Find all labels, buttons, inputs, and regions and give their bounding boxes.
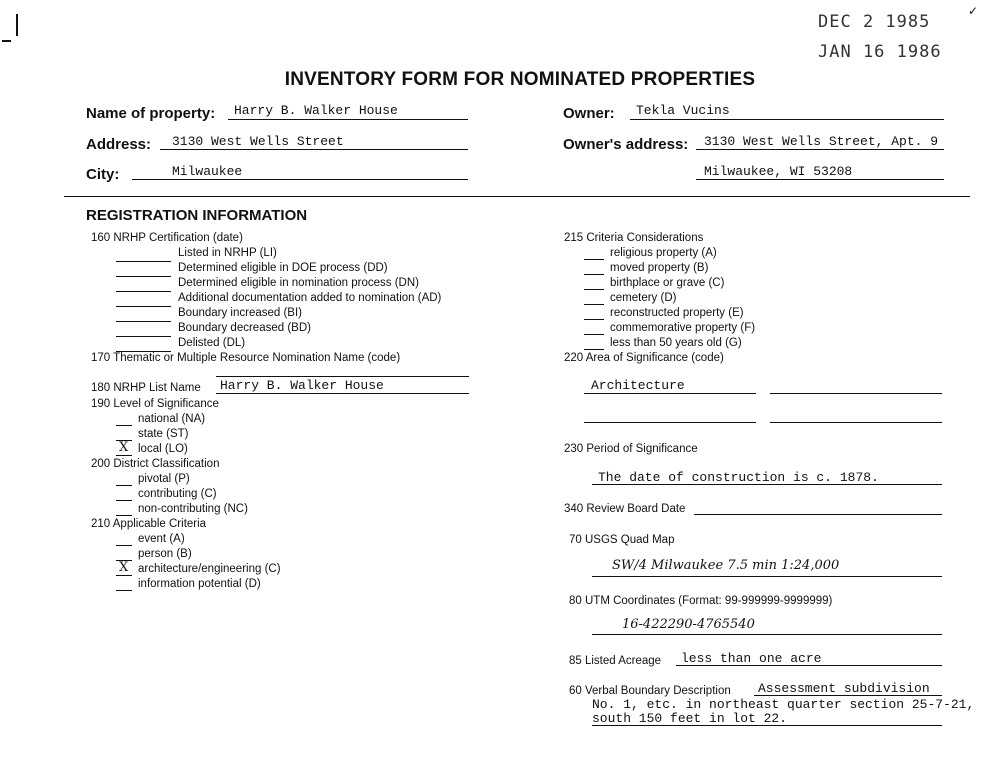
blank-information[interactable] — [116, 590, 132, 591]
boundary-line2[interactable]: No. 1, etc. in northeast quarter section 25-7-21, — [592, 697, 975, 712]
option-architecture: architecture/engineering (C) — [138, 563, 281, 575]
city-label: City: — [86, 166, 120, 183]
option-birthplace: birthplace or grave (C) — [610, 277, 725, 289]
boundary-line3[interactable]: south 150 feet in lot 22. — [592, 711, 788, 726]
utm-value[interactable]: 16-422290-4765540 — [622, 617, 755, 632]
option-dn: Determined eligible in nomination process (DN) — [178, 277, 419, 289]
blank-noncontributing[interactable] — [116, 515, 132, 516]
criteria-label: 210 Applicable Criteria — [91, 518, 207, 530]
utm-line — [592, 634, 942, 635]
page-title: INVENTORY FORM FOR NOMINATED PROPERTIES — [284, 69, 756, 90]
certification-label: 160 NRHP Certification (date) — [91, 232, 243, 244]
registration-heading: REGISTRATION INFORMATION — [86, 207, 308, 224]
boundary-line1[interactable]: Assessment subdivision — [758, 681, 930, 696]
period-line — [592, 484, 942, 485]
option-pivotal: pivotal (P) — [138, 473, 190, 485]
blank-birthplace[interactable] — [584, 289, 604, 290]
architecture-check-mark: X — [119, 560, 129, 575]
period-value[interactable]: The date of construction is c. 1878. — [598, 470, 879, 485]
blank-bd[interactable] — [116, 336, 171, 337]
level-label: 190 Level of Significance — [91, 398, 219, 410]
option-reconstructed: reconstructed property (E) — [610, 307, 744, 319]
city-line — [132, 179, 468, 180]
area-line-1 — [584, 393, 756, 394]
area-line-4[interactable] — [770, 422, 942, 423]
margin-mark — [16, 14, 18, 36]
blank-cemetery[interactable] — [584, 304, 604, 305]
owner-address-line2[interactable]: Milwaukee, WI 53208 — [704, 164, 853, 179]
area-label: 220 Area of Significance (code) — [564, 352, 724, 364]
usgs-label: 70 USGS Quad Map — [569, 534, 675, 546]
thematic-label: 170 Thematic or Multiple Resource Nomination Name (code) — [91, 352, 401, 364]
blank-dn[interactable] — [116, 291, 171, 292]
option-moved: moved property (B) — [610, 262, 709, 274]
option-cemetery: cemetery (D) — [610, 292, 677, 304]
address-line — [160, 149, 468, 150]
owner-line — [630, 119, 944, 120]
option-local: local (LO) — [138, 443, 188, 455]
boundary-underline1 — [754, 695, 942, 696]
owner-label: Owner: — [563, 105, 615, 122]
local-check-mark: X — [119, 440, 129, 455]
owner-address-label: Owner's address: — [563, 136, 689, 153]
considerations-label: 215 Criteria Considerations — [564, 232, 704, 244]
blank-reconstructed[interactable] — [584, 319, 604, 320]
option-person: person (B) — [138, 548, 192, 560]
option-bd: Boundary decreased (BD) — [178, 322, 311, 334]
address-value[interactable]: 3130 West Wells Street — [172, 134, 344, 149]
option-information: information potential (D) — [138, 578, 261, 590]
option-state: state (ST) — [138, 428, 189, 440]
option-national: national (NA) — [138, 413, 206, 425]
blank-dd[interactable] — [116, 276, 171, 277]
margin-mark — [2, 40, 11, 42]
review-label: 340 Review Board Date — [564, 503, 686, 515]
boundary-underline3 — [592, 725, 942, 726]
area-value[interactable]: Architecture — [591, 378, 685, 393]
option-event: event (A) — [138, 533, 185, 545]
blank-local[interactable] — [116, 455, 132, 456]
option-less-than-50: less than 50 years old (G) — [610, 337, 742, 349]
blank-national[interactable] — [116, 425, 132, 426]
option-religious: religious property (A) — [610, 247, 717, 259]
period-label: 230 Period of Significance — [564, 443, 698, 455]
owner-value[interactable]: Tekla Vucins — [636, 103, 730, 118]
usgs-value[interactable]: SW/4 Milwaukee 7.5 min 1:24,000 — [612, 558, 840, 573]
option-noncontributing: non-contributing (NC) — [138, 503, 248, 515]
option-bi: Boundary increased (BI) — [178, 307, 303, 319]
address-label: Address: — [86, 136, 152, 153]
entered-date-stamp: JAN 16 1986 — [818, 42, 942, 62]
blank-li[interactable] — [116, 261, 171, 262]
name-value[interactable]: Harry B. Walker House — [234, 103, 398, 118]
blank-contributing[interactable] — [116, 500, 132, 501]
list-name-line — [216, 393, 469, 394]
thematic-line[interactable] — [216, 376, 469, 377]
section-divider — [64, 196, 970, 197]
blank-less-than-50[interactable] — [584, 349, 604, 350]
blank-commemorative[interactable] — [584, 334, 604, 335]
option-listed: Listed in NRHP (LI) — [178, 247, 277, 259]
option-contributing: contributing (C) — [138, 488, 217, 500]
blank-architecture[interactable] — [116, 575, 132, 576]
utm-label: 80 UTM Coordinates (Format: 99-999999-9999999) — [569, 595, 833, 607]
district-label: 200 District Classification — [91, 458, 220, 470]
option-dd: Determined eligible in DOE process (DD) — [178, 262, 388, 274]
list-name-label: 180 NRHP List Name — [91, 382, 201, 394]
city-value[interactable]: Milwaukee — [172, 164, 243, 179]
boundary-label: 60 Verbal Boundary Description — [569, 685, 731, 697]
review-line[interactable] — [694, 514, 942, 515]
owner-address-underline2 — [696, 179, 944, 180]
acreage-line — [676, 665, 942, 666]
area-line-2[interactable] — [770, 393, 942, 394]
blank-pivotal[interactable] — [116, 485, 132, 486]
blank-moved[interactable] — [584, 274, 604, 275]
received-date-stamp: DEC 2 1985 — [818, 12, 931, 32]
area-line-3[interactable] — [584, 422, 756, 423]
acreage-label: 85 Listed Acreage — [569, 655, 662, 667]
blank-bi[interactable] — [116, 321, 171, 322]
name-label: Name of property: — [86, 105, 216, 122]
owner-address-line1[interactable]: 3130 West Wells Street, Apt. 9 — [704, 134, 939, 149]
name-line — [228, 119, 468, 120]
list-name-value[interactable]: Harry B. Walker House — [220, 378, 384, 393]
option-commemorative: commemorative property (F) — [610, 322, 756, 334]
owner-address-underline1 — [696, 149, 944, 150]
blank-ad[interactable] — [116, 306, 171, 307]
check-mark: ✓ — [968, 4, 979, 18]
option-dl: Delisted (DL) — [178, 337, 246, 349]
blank-religious[interactable] — [584, 259, 604, 260]
usgs-line — [592, 576, 942, 577]
option-ad: Additional documentation added to nomination (AD) — [178, 292, 442, 304]
acreage-value[interactable]: less than one acre — [681, 651, 822, 666]
blank-event[interactable] — [116, 545, 132, 546]
